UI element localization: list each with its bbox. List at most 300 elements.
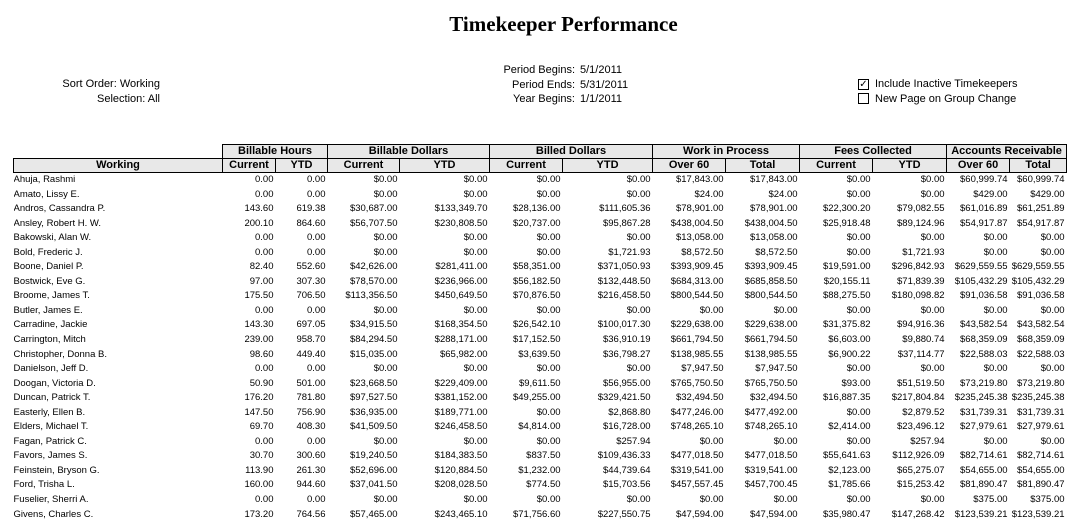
value-cell: 113.90	[245, 464, 274, 476]
value-cell: $296,842.93	[891, 261, 945, 273]
value-cell: $3,639.50	[518, 348, 561, 360]
value-cell: $748,265.10	[744, 421, 798, 433]
value-cell: $132,448.50	[597, 275, 651, 287]
column-header: Working	[14, 159, 223, 173]
report-title: Timekeeper Performance	[449, 12, 678, 36]
value-cell: $0.00	[846, 246, 871, 258]
timekeeper-name-cell: Bold, Frederic J.	[13, 246, 83, 258]
timekeeper-name-cell: Feinstein, Bryson G.	[13, 464, 100, 476]
value-cell: $133,349.70	[434, 203, 488, 215]
value-cell: $765,750.50	[744, 377, 798, 389]
value-cell: $65,982.00	[439, 348, 488, 360]
value-cell: $477,018.50	[670, 450, 724, 462]
value-cell: $0.00	[536, 232, 561, 244]
value-cell: $457,557.45	[670, 479, 724, 491]
value-cell: $184,383.50	[434, 450, 488, 462]
value-cell: $97,527.50	[349, 392, 398, 404]
value-cell: $4,814.00	[518, 421, 561, 433]
value-cell: $371,050.93	[597, 261, 651, 273]
column-header: YTD	[400, 159, 490, 173]
value-cell: $0.00	[536, 406, 561, 418]
value-cell: $111,605.36	[599, 203, 651, 215]
value-cell: $70,876.50	[512, 290, 561, 302]
value-cell: $8,572.50	[681, 246, 724, 258]
value-cell: $51,519.50	[897, 377, 945, 389]
value-cell: 97.00	[249, 275, 274, 287]
value-cell: $229,638.00	[744, 319, 798, 331]
timekeeper-name-cell: Givens, Charles C.	[13, 508, 94, 520]
selection-label: Selection:	[97, 92, 146, 105]
value-cell: $0.00	[373, 304, 398, 316]
value-cell: $61,251.89	[1017, 203, 1065, 215]
value-cell: $57,465.00	[349, 508, 398, 520]
value-cell: $216,458.50	[597, 290, 651, 302]
value-cell: $17,843.00	[749, 174, 798, 185]
value-cell: $13,058.00	[675, 232, 724, 244]
value-cell: $0.00	[536, 435, 561, 447]
value-cell: $8,572.50	[755, 246, 798, 258]
value-cell: $43,582.54	[960, 319, 1008, 331]
value-cell: $0.00	[699, 304, 724, 316]
timekeeper-name-cell: Bakowski, Alan W.	[13, 232, 92, 244]
period-begins-label: Period Begins:	[503, 64, 575, 76]
table-row	[14, 406, 1067, 421]
value-cell: $438,004.50	[670, 217, 724, 229]
value-cell: $0.00	[773, 304, 798, 316]
group-work-in-process: Work in Process	[653, 145, 800, 159]
value-cell: $0.00	[1040, 304, 1065, 316]
value-cell: $0.00	[373, 246, 398, 258]
value-cell: 300.60	[296, 450, 326, 462]
value-cell: $37,041.50	[349, 479, 398, 491]
value-cell: $1,721.93	[608, 246, 651, 258]
value-cell: $25,918.48	[822, 217, 871, 229]
timekeeper-name-cell: Danielson, Jeff D.	[13, 363, 89, 375]
timekeeper-name-cell: Doogan, Victoria D.	[13, 377, 96, 389]
value-cell: 173.20	[244, 508, 274, 520]
table-row	[14, 173, 1067, 188]
value-cell: $16,728.00	[602, 421, 651, 433]
timekeeper-name-cell: Carrington, Mitch	[13, 334, 86, 346]
value-cell: $27,979.61	[960, 421, 1008, 433]
value-cell: $20,737.00	[512, 217, 561, 229]
value-cell: $319,541.00	[670, 464, 724, 476]
value-cell: 50.90	[249, 377, 274, 389]
period-ends-line	[420, 78, 628, 93]
value-cell: $78,901.00	[749, 203, 798, 215]
value-cell: $19,591.00	[822, 261, 871, 273]
value-cell: 697.05	[296, 319, 326, 331]
sort-selection-block	[20, 77, 160, 106]
table-row	[14, 348, 1067, 363]
value-cell: $123,539.21	[1011, 508, 1065, 520]
value-cell: $288,171.00	[434, 334, 488, 346]
value-cell: $22,588.03	[1017, 348, 1065, 360]
value-cell: $44,739.64	[602, 464, 651, 476]
value-cell: $93.00	[841, 377, 871, 389]
table-row	[14, 217, 1067, 232]
group-accounts-receivable: Accounts Receivable	[947, 145, 1067, 159]
table-row	[14, 478, 1067, 493]
value-cell: $2,414.00	[828, 421, 871, 433]
table-row	[14, 304, 1067, 319]
timekeeper-name-cell: Christopher, Donna B.	[13, 348, 107, 360]
value-cell: 239.00	[244, 334, 274, 346]
value-cell: $684,313.00	[670, 275, 724, 287]
value-cell: $393,909.45	[670, 261, 724, 273]
timekeeper-name-cell: Butler, James E.	[13, 304, 83, 316]
sort-order-value: Working	[119, 78, 160, 90]
value-cell: $23,496.12	[897, 421, 945, 433]
period-begins-line	[420, 63, 628, 78]
value-cell: 98.60	[249, 348, 274, 360]
value-cell: $0.00	[373, 494, 398, 506]
value-cell: 82.40	[249, 261, 274, 273]
value-cell: $22,588.03	[960, 348, 1008, 360]
table-row	[14, 318, 1067, 333]
selection-line	[20, 92, 160, 107]
include-inactive-checkbox[interactable]: ✓	[859, 78, 868, 90]
table-row	[14, 508, 1067, 523]
value-cell: 958.70	[296, 334, 326, 346]
value-cell: $0.00	[983, 232, 1008, 244]
value-cell: $800,544.50	[744, 290, 798, 302]
table-row	[14, 391, 1067, 406]
value-cell: $0.00	[846, 494, 871, 506]
value-cell: $19,240.50	[349, 450, 398, 462]
value-cell: $65,275.07	[897, 464, 945, 476]
value-cell: $54,917.87	[960, 217, 1008, 229]
value-cell: $147,268.42	[891, 508, 945, 520]
value-cell: $68,359.09	[960, 334, 1008, 346]
table-row	[14, 231, 1067, 246]
value-cell: $78,901.00	[675, 203, 724, 215]
value-cell: $0.00	[846, 304, 871, 316]
value-cell: 0.00	[307, 174, 326, 185]
column-header-row	[14, 159, 1067, 173]
value-cell: $27,979.61	[1017, 421, 1065, 433]
value-cell: $31,739.31	[960, 406, 1008, 418]
value-cell: 864.60	[296, 217, 326, 229]
value-cell: $9,611.50	[518, 377, 561, 389]
timekeeper-name-cell: Ford, Trisha L.	[13, 479, 75, 491]
table-row	[14, 435, 1067, 450]
value-cell: $375.00	[973, 494, 1008, 506]
value-cell: $26,542.10	[512, 319, 561, 331]
value-cell: $477,018.50	[744, 450, 798, 462]
value-cell: $257.94	[616, 435, 651, 447]
value-cell: $0.00	[983, 304, 1008, 316]
value-cell: 756.90	[296, 406, 326, 418]
value-cell: $0.00	[1040, 435, 1065, 447]
value-cell: $0.00	[463, 435, 488, 447]
timekeeper-name-cell: Amato, Lissy E.	[13, 188, 80, 200]
value-cell: $0.00	[920, 494, 945, 506]
value-cell: $661,794.50	[670, 334, 724, 346]
value-cell: $9,880.74	[902, 334, 945, 346]
value-cell: $329,421.50	[597, 392, 651, 404]
selection-value: All	[147, 92, 160, 105]
value-cell: $91,036.58	[960, 290, 1008, 302]
group-header-blank	[14, 145, 223, 159]
value-cell: $0.00	[773, 435, 798, 447]
table-row	[14, 202, 1067, 217]
value-cell: $837.50	[526, 450, 561, 462]
value-cell: $765,750.50	[670, 377, 724, 389]
value-cell: $189,771.00	[434, 406, 488, 418]
value-cell: $0.00	[536, 188, 561, 200]
value-cell: $34,915.50	[349, 319, 398, 331]
value-cell: 449.40	[296, 348, 326, 360]
value-cell: $31,739.31	[1017, 406, 1065, 418]
value-cell: $112,926.09	[892, 450, 945, 462]
value-cell: $0.00	[983, 246, 1008, 258]
timekeeper-name-cell: Easterly, Ellen B.	[13, 406, 86, 418]
include-inactive-option[interactable]	[858, 77, 1017, 92]
value-cell: $56,955.00	[602, 377, 651, 389]
value-cell: $32,494.50	[675, 392, 724, 404]
new-page-option[interactable]	[858, 92, 1017, 107]
value-cell: $0.00	[373, 174, 398, 185]
column-header: YTD	[563, 159, 653, 173]
value-cell: $774.50	[526, 479, 561, 491]
sort-order-label: Sort Order:	[62, 78, 117, 90]
value-cell: $105,432.29	[1011, 275, 1065, 287]
value-cell: $0.00	[626, 232, 651, 244]
table-row	[14, 377, 1067, 392]
column-header: Current	[328, 159, 400, 173]
column-header: Current	[223, 159, 276, 173]
year-begins-label: Year Begins:	[513, 93, 575, 105]
value-cell: $100,017.30	[597, 319, 651, 331]
options-block	[858, 77, 1017, 106]
value-cell: $0.00	[1040, 246, 1065, 258]
value-cell: $60,999.74	[960, 174, 1008, 185]
value-cell: 408.30	[296, 421, 326, 433]
value-cell: 30.70	[249, 450, 274, 462]
performance-table	[13, 144, 1067, 522]
value-cell: $0.00	[373, 232, 398, 244]
value-cell: $47,594.00	[675, 508, 724, 520]
value-cell: $0.00	[699, 494, 724, 506]
value-cell: $81,890.47	[1017, 479, 1065, 491]
table-row	[14, 449, 1067, 464]
value-cell: $17,843.00	[675, 174, 724, 185]
value-cell: $84,294.50	[349, 334, 398, 346]
value-cell: $89,124.96	[897, 217, 945, 229]
value-cell: $0.00	[846, 188, 871, 200]
timekeeper-name-cell: Bostwick, Eve G.	[13, 275, 86, 287]
value-cell: $477,492.00	[744, 406, 798, 418]
value-cell: $0.00	[846, 406, 871, 418]
value-cell: $105,432.29	[954, 275, 1008, 287]
value-cell: 143.30	[244, 319, 274, 331]
value-cell: $0.00	[463, 232, 488, 244]
timekeeper-name-cell: Boone, Daniel P.	[13, 261, 84, 273]
value-cell: 0.00	[255, 435, 274, 447]
table-row	[14, 188, 1067, 203]
value-cell: $36,910.19	[602, 334, 651, 346]
value-cell: $0.00	[846, 232, 871, 244]
value-cell: $82,714.61	[1017, 450, 1065, 462]
value-cell: $79,082.55	[897, 203, 945, 215]
value-cell: $0.00	[463, 246, 488, 258]
period-block	[420, 63, 628, 107]
value-cell: $138,985.55	[670, 348, 724, 360]
value-cell: $52,696.00	[349, 464, 398, 476]
timekeeper-name-cell: Broome, James T.	[13, 290, 90, 302]
value-cell: $35,980.47	[822, 508, 871, 520]
value-cell: $0.00	[846, 174, 871, 185]
value-cell: $429.00	[1030, 188, 1065, 200]
value-cell: $236,966.00	[434, 275, 488, 287]
column-header: Over 60	[947, 159, 1010, 173]
value-cell: $15,703.56	[602, 479, 651, 491]
value-cell: $138,985.55	[744, 348, 798, 360]
value-cell: $217,804.84	[891, 392, 945, 404]
group-fees-collected: Fees Collected	[800, 145, 947, 159]
value-cell: $61,016.89	[960, 203, 1008, 215]
value-cell: $71,839.39	[897, 275, 945, 287]
value-cell: $243,465.10	[434, 508, 488, 520]
value-cell: $94,916.36	[897, 319, 945, 331]
value-cell: $56,182.50	[512, 275, 561, 287]
value-cell: $78,570.00	[349, 275, 398, 287]
value-cell: $42,626.00	[349, 261, 398, 273]
value-cell: $257.94	[910, 435, 945, 447]
timekeeper-name-cell: Ahuja, Rashmi	[13, 174, 76, 185]
value-cell: $60,999.74	[1017, 174, 1065, 185]
column-header: Current	[490, 159, 563, 173]
value-cell: $0.00	[463, 494, 488, 506]
value-cell: 147.50	[244, 406, 274, 418]
value-cell: $24.00	[694, 188, 724, 200]
value-cell: $0.00	[920, 232, 945, 244]
table-row	[14, 420, 1067, 435]
value-cell: $0.00	[920, 304, 945, 316]
value-cell: 0.00	[255, 363, 274, 375]
value-cell: $281,411.00	[435, 261, 488, 273]
group-billable-dollars: Billable Dollars	[328, 145, 490, 159]
timekeeper-name-cell: Elders, Michael T.	[13, 421, 89, 433]
table-row	[14, 493, 1067, 508]
value-cell: $24.00	[768, 188, 798, 200]
value-cell: $235,245.38	[954, 392, 1008, 404]
value-cell: 619.38	[296, 203, 326, 215]
value-cell: 307.30	[296, 275, 326, 287]
value-cell: $15,035.00	[349, 348, 398, 360]
value-cell: $230,808.50	[434, 217, 488, 229]
value-cell: 69.70	[249, 421, 274, 433]
value-cell: $0.00	[699, 435, 724, 447]
value-cell: $55,641.63	[822, 450, 871, 462]
column-header: YTD	[276, 159, 328, 173]
value-cell: $54,917.87	[1017, 217, 1065, 229]
value-cell: $450,649.50	[434, 290, 488, 302]
value-cell: $0.00	[626, 188, 651, 200]
value-cell: $0.00	[983, 435, 1008, 447]
value-cell: 176.20	[244, 392, 274, 404]
value-cell: $58,351.00	[512, 261, 561, 273]
value-cell: $71,756.60	[512, 508, 561, 520]
value-cell: $0.00	[536, 174, 561, 185]
value-cell: 200.10	[244, 217, 274, 229]
value-cell: $109,436.33	[597, 450, 651, 462]
value-cell: 0.00	[307, 304, 326, 316]
value-cell: 944.60	[296, 479, 326, 491]
value-cell: $41,509.50	[349, 421, 398, 433]
value-cell: $208,028.50	[434, 479, 488, 491]
year-begins-line	[420, 92, 628, 107]
value-cell: $227,550.75	[597, 508, 651, 520]
value-cell: $457,700.45	[744, 479, 798, 491]
value-cell: $0.00	[373, 435, 398, 447]
value-cell: $246,458.50	[434, 421, 488, 433]
value-cell: $54,655.00	[960, 464, 1008, 476]
timekeeper-name-cell: Carradine, Jackie	[13, 319, 88, 331]
value-cell: $28,136.00	[512, 203, 561, 215]
value-cell: $81,890.47	[960, 479, 1008, 491]
group-header-row	[14, 145, 1067, 159]
value-cell: 0.00	[255, 188, 274, 200]
value-cell: $0.00	[1040, 363, 1065, 375]
timekeeper-name-cell: Favors, James S.	[13, 450, 88, 462]
value-cell: 0.00	[307, 435, 326, 447]
value-cell: $0.00	[846, 363, 871, 375]
value-cell: $13,058.00	[749, 232, 798, 244]
value-cell: $0.00	[626, 304, 651, 316]
timekeeper-name-cell: Ansley, Robert H. W.	[13, 217, 101, 229]
timekeeper-name-cell: Duncan, Patrick T.	[13, 392, 91, 404]
value-cell: 781.80	[296, 392, 326, 404]
year-begins-value: 1/1/2011	[580, 93, 623, 105]
timekeeper-name-cell: Andros, Cassandra P.	[13, 203, 106, 215]
column-header: Total	[726, 159, 800, 173]
value-cell: $82,714.61	[960, 450, 1008, 462]
value-cell: $0.00	[773, 494, 798, 506]
column-header: Over 60	[653, 159, 726, 173]
value-cell: $15,253.42	[897, 479, 945, 491]
value-cell: $68,359.09	[1017, 334, 1065, 346]
value-cell: $381,152.00	[434, 392, 488, 404]
value-cell: $120,884.50	[434, 464, 488, 476]
value-cell: $6,900.22	[828, 348, 871, 360]
value-cell: $168,354.50	[434, 319, 488, 331]
value-cell: 0.00	[255, 174, 274, 185]
group-billed-dollars: Billed Dollars	[490, 145, 653, 159]
value-cell: $180,098.82	[891, 290, 945, 302]
timekeeper-name-cell: Fuselier, Sherri A.	[13, 494, 89, 506]
column-header: YTD	[873, 159, 947, 173]
value-cell: 0.00	[255, 494, 274, 506]
value-cell: $0.00	[373, 363, 398, 375]
value-cell: $0.00	[920, 363, 945, 375]
value-cell: 501.00	[296, 377, 326, 389]
value-cell: $36,798.27	[602, 348, 651, 360]
value-cell: $229,409.00	[434, 377, 488, 389]
value-cell: $0.00	[626, 363, 651, 375]
value-cell: $32,494.50	[749, 392, 798, 404]
value-cell: $800,544.50	[670, 290, 724, 302]
new-page-checkbox[interactable]	[858, 93, 869, 104]
column-header: Total	[1010, 159, 1067, 173]
value-cell: $0.00	[536, 363, 561, 375]
table-body	[14, 173, 1067, 523]
value-cell: $30,687.00	[349, 203, 398, 215]
value-cell: $0.00	[463, 188, 488, 200]
value-cell: $0.00	[626, 494, 651, 506]
value-cell: $0.00	[463, 363, 488, 375]
